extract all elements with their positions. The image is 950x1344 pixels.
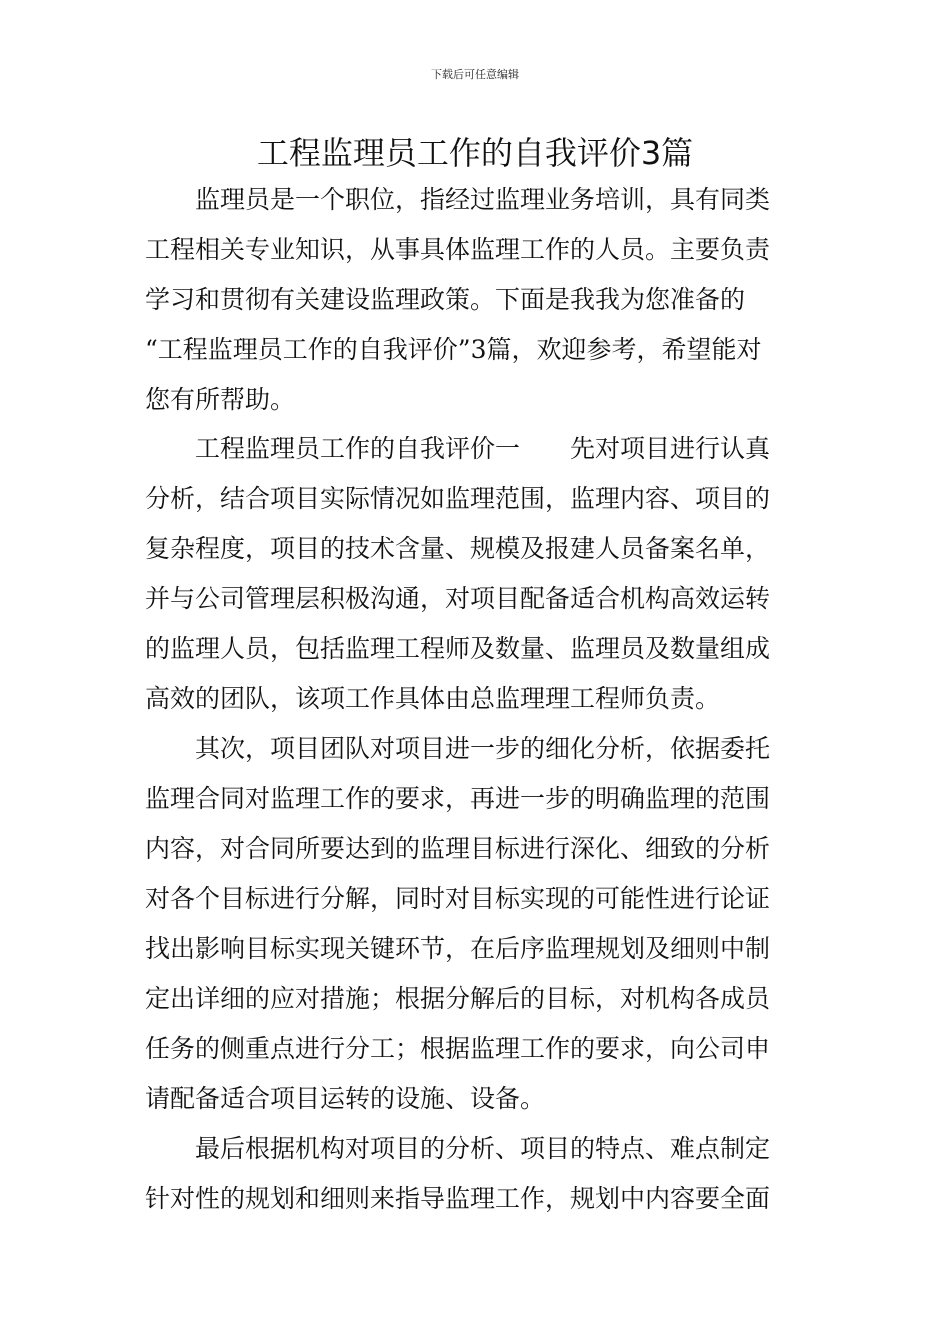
text-line: 最后根据机构对项目的分析、项目的特点、难点制定: [145, 1134, 771, 1163]
text-line: 监理合同对监理工作的要求，再进一步的明确监理的范围: [145, 784, 771, 813]
text-line: 任务的侧重点进行分工；根据监理工作的要求，向公司申: [145, 1034, 771, 1063]
text-line: [145, 434, 770, 464]
header-note: 下载后可任意编辑: [431, 68, 519, 81]
text-line: 针对性的规划和细则来指导监理工作，规划中内容要全面: [145, 1184, 771, 1213]
text-line: 监理员是一个职位，指经过监理业务培训，具有同类: [145, 185, 771, 214]
text-line: 请配备适合项目运转的设施、设备。: [145, 1084, 546, 1113]
section-heading: 工程监理员工作的自我评价一: [145, 434, 521, 463]
text-line: 复杂程度，项目的技术含量、规模及报建人员备案名单，: [145, 534, 771, 563]
text-line: 内容，对合同所要达到的监理目标进行深化、细致的分析: [145, 834, 771, 863]
text-line: 工程相关专业知识，从事具体监理工作的人员。主要负责: [145, 235, 771, 264]
document-title: 工程监理员工作的自我评价3篇: [256, 134, 694, 172]
text-line: 分析，结合项目实际情况如监理范围，监理内容、项目的: [145, 484, 771, 513]
text-line: 您有所帮助。: [145, 385, 296, 414]
text-line: 的监理人员，包括监理工程师及数量、监理员及数量组成: [145, 634, 771, 663]
text-line: 其次，项目团队对项目进一步的细化分析，依据委托: [145, 734, 771, 763]
text-line: 找出影响目标实现关键环节，在后序监理规划及细则中制: [145, 934, 771, 963]
text-line: 定出详细的应对措施；根据分解后的目标，对机构各成员: [145, 984, 771, 1013]
text-line: “工程监理员工作的自我评价”3篇，欢迎参考，希望能对: [145, 335, 762, 364]
text-line: 高效的团队，该项工作具体由总监理理工程师负责。: [145, 684, 721, 713]
text-line: 学习和贯彻有关建设监理政策。下面是我我为您准备的: [145, 285, 746, 314]
text-segment: 先对项目进行认真: [570, 434, 771, 463]
text-line: 并与公司管理层积极沟通，对项目配备适合机构高效运转: [145, 584, 771, 613]
text-line: 对各个目标进行分解，同时对目标实现的可能性进行论证: [145, 884, 771, 913]
